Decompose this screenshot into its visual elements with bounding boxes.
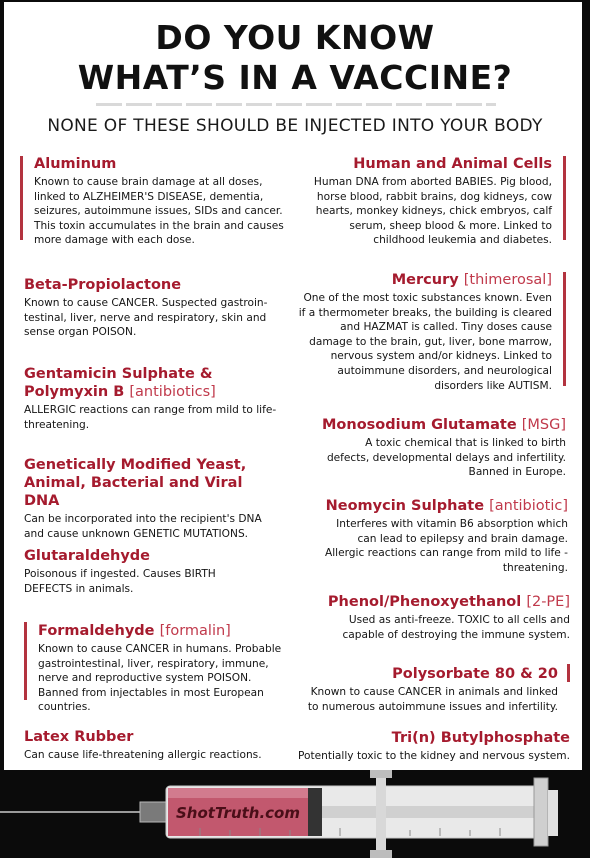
ingredient-name: Mercury [thimerosal]: [391, 272, 552, 288]
ingredient-phenol: [318, 593, 570, 642]
ingredient-name: Genetically Modified Yeast, Animal, Bacterial and Viral DNA: [24, 457, 247, 509]
ingredient-name: Latex Rubber: [24, 729, 134, 745]
ingredient-description: Can be incorporated into the recipient's DNA and cause unknown GENETIC MUTATIONS.: [24, 513, 262, 540]
ingredient-tributylphosphate: [296, 729, 570, 764]
ingredient-description: Known to cause brain damage at all doses, linked to ALZHEIMER'S DISEASE, dementia, seizures, autoimmune issues, SIDs and cancer. This toxin accumulates in the brain and causes more damage with each dose.: [34, 176, 284, 247]
ingredient-description: Can cause life-threatening allergic reactions.: [24, 749, 262, 761]
ingredient-description: A toxic chemical that is linked to birth defects, developmental delays and infertility. Banned in Europe.: [326, 437, 566, 479]
ingredient-name: Phenol/Phenoxyethanol [2-PE]: [327, 594, 570, 610]
ingredient-description: Interferes with vitamin B6 absorption which can lead to epilepsy and brain damage. Allergic reactions can range from mild to life -threatening.: [324, 518, 568, 574]
ingredient-latex-rubber: [24, 728, 294, 763]
ingredient-description: Human DNA from aborted BABIES. Pig blood, horse blood, rabbit brains, dog kidneys, cow hearts, monkey kidneys, chick embryos, calf serum, sheep blood & more. Linked to childhood leukemia and diabetes.: [313, 176, 552, 247]
ingredient-description: Potentially toxic to the kidney and nervous system.: [297, 750, 570, 762]
accent-bar: [24, 622, 27, 700]
syringe-illustration: [0, 770, 590, 858]
ingredient-name: Human and Animal Cells: [353, 156, 552, 172]
subtitle: NONE OF THESE SHOULD BE INJECTED INTO YOUR BODY: [47, 116, 543, 136]
accent-bar: [20, 156, 23, 240]
ingredient-description: One of the most toxic substances known. Even if a thermometer breaks, the building is cleared and HAZMAT is called. Tiny doses cause damage to the brain, gut, liver, bone marrow, nervous system and/or kidneys. Linked to autoimmune disorders, and neurological disorders like AUTISM.: [298, 292, 552, 392]
ingredient-human-animal-cells: [306, 155, 552, 248]
ingredient-name: Tri(n) Butylphosphate: [391, 730, 570, 746]
ingredient-mercury: [296, 271, 552, 393]
title-line-2: WHAT’S IN A VACCINE?: [77, 58, 513, 97]
ingredient-name: Beta-Propiolactone: [24, 277, 182, 293]
ingredient-beta-propiolactone: [24, 276, 274, 340]
ingredient-glutaraldehyde: [24, 547, 254, 596]
ingredient-name: Polysorbate 80 & 20: [392, 666, 558, 682]
ingredient-name: Monosodium Glutamate [MSG]: [322, 417, 566, 433]
ingredient-description: Known to cause CANCER in animals and linked to numerous autoimmune issues and infertility.: [307, 686, 558, 713]
ingredient-gentamicin-polymyxin: [24, 365, 284, 432]
ingredient-msg: [320, 416, 566, 480]
ingredient-description: Used as anti-freeze. TOXIC to all cells and capable of destroying the immune system.: [342, 614, 570, 641]
ingredient-name: Glutaraldehyde: [24, 548, 151, 564]
accent-bar: [563, 156, 566, 240]
accent-bar: [563, 272, 566, 386]
ingredient-aluminum: [34, 155, 284, 248]
ingredient-formaldehyde: [38, 622, 286, 715]
ingredient-polysorbate: [300, 665, 558, 714]
ingredient-description: Known to cause CANCER in humans. Probable gastrointestinal, liver, respiratory, immune, nerve and reproductive system POISON. Banned from injectables in most European countries.: [38, 643, 282, 714]
brand-label: ShotTruth.com: [176, 804, 300, 822]
ingredient-neomycin: [324, 497, 568, 575]
title-line-1: DO YOU KNOW: [155, 18, 435, 57]
ingredient-name: Gentamicin Sulphate & Polymyxin B [antibiotics]: [24, 366, 216, 400]
ingredient-name: Neomycin Sulphate [antibiotic]: [325, 498, 568, 514]
ingredient-description: Known to cause CANCER. Suspected gastroin- testinal, liver, nerve and respiratory, skin and sense organ POISON.: [24, 297, 268, 339]
ingredient-name: Aluminum: [34, 156, 117, 172]
ingredient-description: Poisonous if ingested. Causes BIRTH DEFECTS in animals.: [24, 568, 216, 595]
ingredient-description: ALLERGIC reactions can range from mild to life-threatening.: [24, 404, 277, 431]
ingredient-genetically-modified-dna: [24, 456, 274, 541]
divider: [96, 103, 496, 106]
accent-bar: [567, 664, 570, 682]
ingredient-name: Formaldehyde [formalin]: [38, 623, 231, 639]
